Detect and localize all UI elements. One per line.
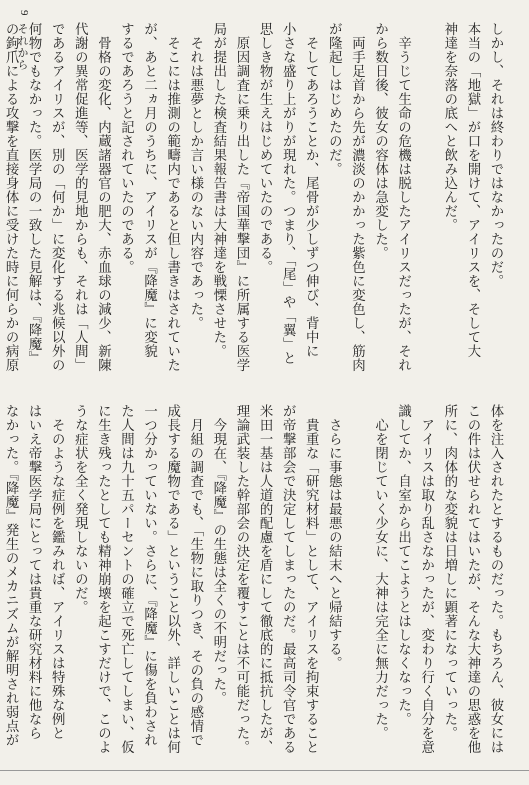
text-column: 成長する魔物である」ということ以外、詳しいことは何 xyxy=(164,404,180,754)
text-column: 神達を奈落の底へと飲み込んだ。 xyxy=(441,22,457,232)
text-column: うな症状を全く発現しないのだ。 xyxy=(72,404,88,614)
bottom-rule xyxy=(0,770,529,771)
text-column: この件は伏せられてはいたが、そんな大神達の思惑を他 xyxy=(464,404,480,754)
text-column: はいえ帝撃医学局にとっては貴重な研究材料に他なら xyxy=(26,404,42,740)
text-column: 識してか、自室から出てこようとはしなくなった。 xyxy=(395,404,411,726)
text-column: そしてあろうことか、尾骨が少しずつ伸び、背中に xyxy=(303,22,319,358)
text-column: 体を注入されたとするものだった。もちろん、彼女には xyxy=(488,404,503,754)
section-title: それから xyxy=(16,22,29,71)
text-column: た人間は九十五パーセントの確立で死亡してしまい、仮 xyxy=(118,404,134,754)
text-column: の鉤爪による攻撃を直接身体に受けた時に何らかの病原 xyxy=(3,22,19,372)
text-column: であるアイリスが、別の「何か」に変化する兆候以外の xyxy=(49,22,65,372)
text-column: 本当の「地獄」が口を開けて、アイリスを、そして大 xyxy=(464,22,480,358)
text-column: が、あと二ヵ月のうちに、アイリスが『降魔』に変貌 xyxy=(141,22,157,358)
text-column: 局が提出した検査結果報告書は大神達を戦慄させた。 xyxy=(210,22,226,358)
text-column: しかし、それは終わりではなかったのだ。 xyxy=(488,22,503,288)
text-column: 思しき物が生えはじめていたのである。 xyxy=(257,22,273,274)
text-column: 辛うじて生命の危機は脱したアイリスだったが、それ xyxy=(395,22,411,372)
upper-text-block xyxy=(0,22,507,374)
text-column: するであろうと記されていたのである。 xyxy=(118,22,134,274)
text-column xyxy=(345,404,368,748)
text-column: 理論武装した幹部会の決定を覆すことは不可能だった。 xyxy=(233,404,249,754)
text-column: に生き残ったとしても精神崩壊を起こすだけで、このよ xyxy=(95,404,111,754)
text-column: が帝撃部会で決定してしまったのだ。最高司令官である xyxy=(280,404,296,754)
text-column: 何物でもなかった。医学局の一致した見解は、『降魔』 xyxy=(26,22,42,366)
text-column: 心を閉じていく少女に、大神は完全に無力だった。 xyxy=(372,404,388,740)
text-column: が隆起しはじめたのだ。 xyxy=(326,22,342,176)
text-column: 一つ分かっていない。さらに、『降魔』に傷を負わされ xyxy=(141,404,157,748)
text-column: さらに事態は最悪の結末へと帰結する。 xyxy=(326,404,342,670)
lower-text-block xyxy=(0,404,507,754)
text-column: そのような症例を鑑みれば、アイリスは特殊な例と xyxy=(49,404,65,740)
text-column: 米田一基は人道的配慮を盾にして徹底的に抵抗したが、 xyxy=(257,404,273,754)
text-column: なかった。『降魔』発生のメカニズムが解明され弱点が xyxy=(3,404,19,748)
text-column: アイリスは取り乱さなかったが、変わり行く自分を意 xyxy=(418,404,434,754)
text-column: それは悪夢としか言い様のない内容であった。 xyxy=(187,22,203,330)
text-column xyxy=(415,22,438,374)
page-number: 9 xyxy=(18,10,30,17)
text-column: 月組の調査でも、「生物に取りつき、その負の感情で xyxy=(187,404,203,748)
text-column: 今現在、『降魔』の生態は全くの不明だった。 xyxy=(210,404,226,706)
text-column: 原因調査に乗り出した『帝国華撃団』に所属する医学 xyxy=(233,22,249,372)
text-column: 骨格の変化、内蔵諸器官の肥大、赤血球の減少、新陳 xyxy=(95,22,111,372)
text-column: 小さな盛り上がりが現れた。つまり、「尾」や「翼」と xyxy=(280,22,296,366)
text-column: 貴重な「研究材料」として、アイリスを拘束すること xyxy=(303,404,319,754)
text-column: 代謝の異常促進等、医学的見地からも、それは「人間」 xyxy=(72,22,88,372)
text-column: から数日後、彼女の容体は急変した。 xyxy=(372,22,388,260)
text-column: 所に、肉体的な変貌は日増しに顕著になっていった。 xyxy=(441,404,457,740)
text-column: そこには推測の範疇内であると但し書きはされていた xyxy=(164,22,180,372)
text-column: 両手足首から先が濃淡のかかった紫色に変色し、筋肉 xyxy=(349,22,365,372)
